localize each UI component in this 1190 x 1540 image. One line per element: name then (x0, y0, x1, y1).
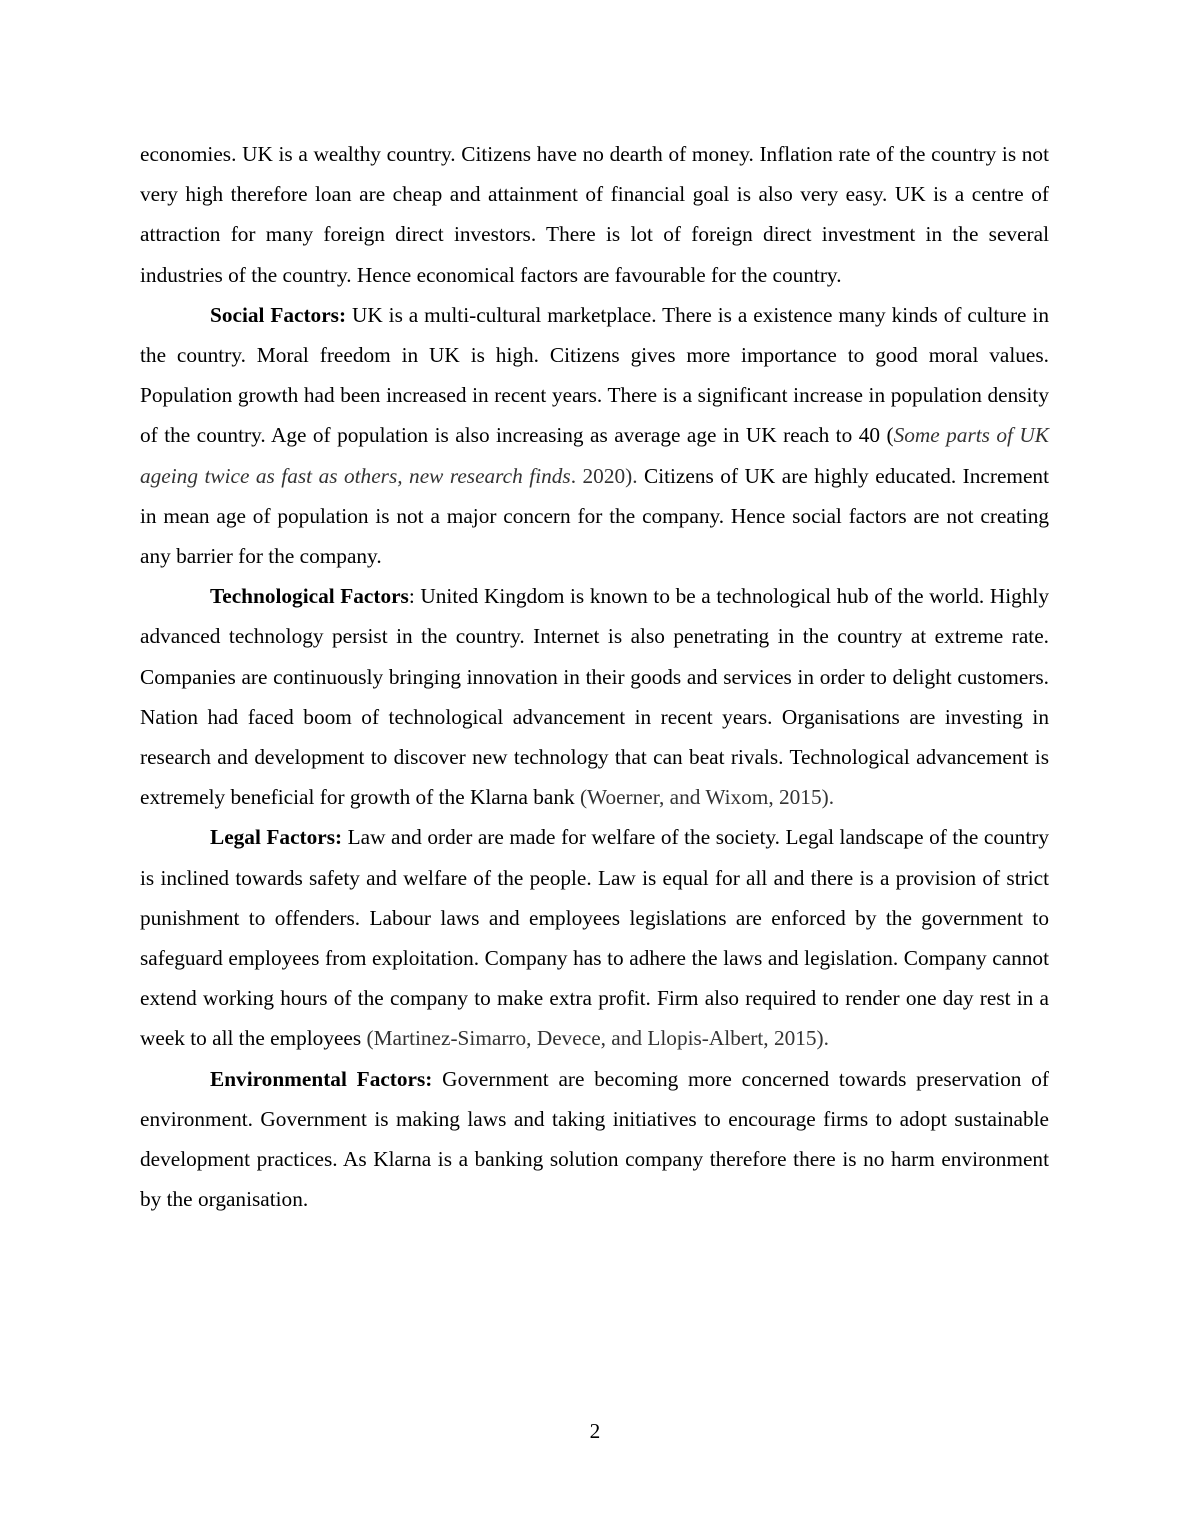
legal-factors-heading: Legal Factors: (210, 825, 343, 850)
citation: (Woerner, and Wixom, 2015). (579, 785, 835, 810)
environmental-factors-paragraph (140, 1059, 1049, 1220)
citation-year: . 2020). (570, 463, 638, 488)
paragraph-text: UK is a multi-cultural marketplace. There is a existence many kinds of culture in the country. Moral freedom in UK is high. Citizens gives more importance to good moral values. Population growth had been increased in recent years. There is a significant increase in population density of the country. Age of population is also increasing as average age in UK reach to 40 ( (140, 302, 1049, 448)
paragraph-text: Law and order are made for welfare of the society. Legal landscape of the country is inclined towards safety and welfare of the people. Law is equal for all and there is a provision of strict punishment to offenders. Labour laws and employees legislations are enforced by the government to safeguard employees from exploitation. Company has to adhere the laws and legislation. Company cannot extend working hours of the company to make extra profit. Firm also required to render one day rest in a week to all the employees (140, 825, 1049, 1051)
paragraph-text: Citizens of UK are highly educated. Increment in mean age of population is not a major concern for the company. Hence social factors are not creating any barrier for the company. (140, 463, 1049, 569)
paragraph-text: economies. UK is a wealthy country. Citizens have no dearth of money. Inflation rate of the country is not very high therefore loan are cheap and attainment of financial goal is also very easy. UK is a centre of attraction for many foreign direct investors. There is lot of foreign direct investment in the several industries of the country. Hence economical factors are favourable for the country. (140, 142, 1049, 287)
citation: (Martinez-Simarro, Devece, and Llopis-Albert, 2015). (366, 1026, 829, 1051)
social-factors-heading: Social Factors: (210, 302, 347, 327)
social-factors-paragraph (140, 295, 1049, 576)
paragraph-text: : United Kingdom is known to be a technological hub of the world. Highly advanced technology persist in the country. Internet is also penetrating in the country at extreme rate. Companies are continuously bringing innovation in their goods and services in order to delight customers. Nation had faced boom of technological advancement in recent years. Organisations are investing in research and development to discover new technology that can beat rivals. Technological advancement is extremely beneficial for growth of the Klarna bank (140, 584, 1049, 810)
environmental-factors-heading: Environmental Factors: (210, 1066, 433, 1091)
citation-title: Some parts of UK ageing twice as fast as others, new research finds (140, 423, 1050, 488)
page-number: 2 (589, 1419, 601, 1443)
paragraph-text: Government are becoming more concerned towards preservation of environment. Government is making laws and taking initiatives to encourage firms to adopt sustainable development practices. As Klarna is a banking solution company therefore there is no harm environment by the organisation. (140, 1066, 1049, 1212)
economic-factors-continuation (140, 134, 1049, 295)
technological-factors-heading: Technological Factors (210, 584, 409, 609)
page-body (140, 134, 1049, 1219)
technological-factors-paragraph (140, 576, 1049, 817)
legal-factors-paragraph (140, 817, 1049, 1058)
